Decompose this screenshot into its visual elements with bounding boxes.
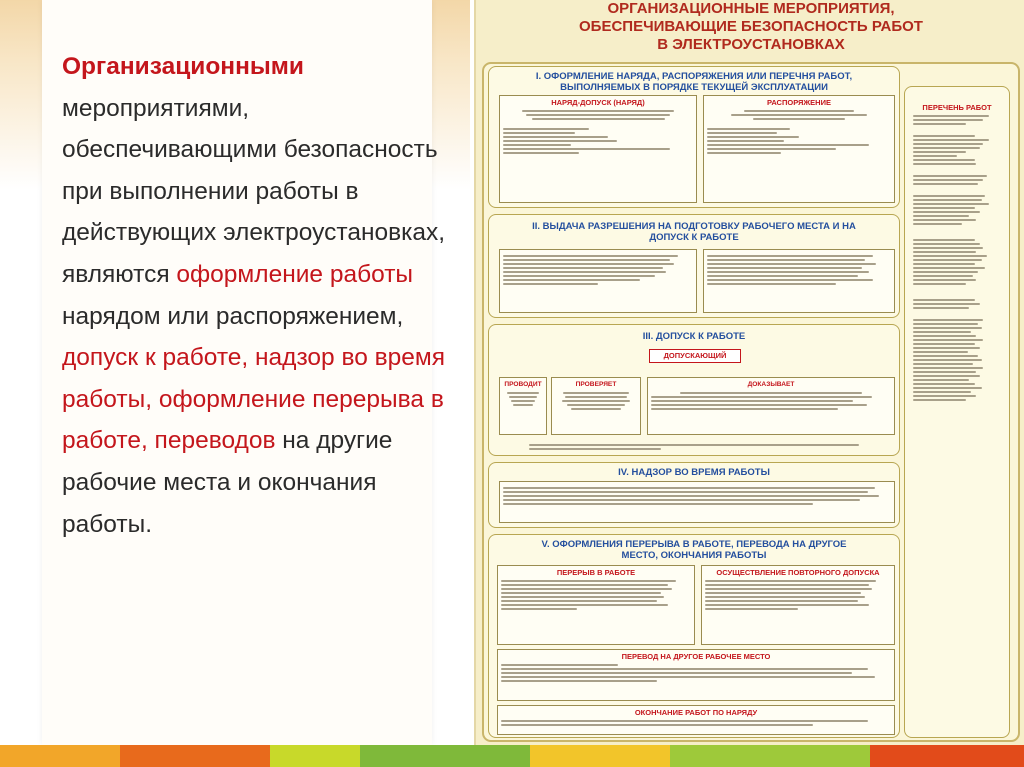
section-2-box-left	[499, 249, 697, 313]
section-5-box-transfer	[497, 649, 895, 701]
box-heading: НАРЯД-ДОПУСК (НАРЯД)	[551, 98, 645, 107]
section-5-box-readmission	[701, 565, 895, 645]
text-lines	[503, 110, 693, 154]
text-lines	[707, 255, 891, 285]
text-lines	[503, 255, 693, 285]
bar-segment	[0, 745, 120, 767]
box-heading: РАСПОРЯЖЕНИЕ	[766, 98, 831, 107]
admitting-person-tag: ДОПУСКАЮЩИЙ	[649, 349, 741, 363]
section-3-box-proves	[647, 377, 895, 435]
section-1-box-instruction	[703, 95, 895, 203]
section-5	[488, 534, 900, 738]
text-lines	[529, 444, 859, 450]
bottom-color-bar	[0, 745, 1024, 767]
text-lines	[503, 487, 891, 505]
section-1-box-order	[499, 95, 697, 203]
section-4	[488, 462, 900, 528]
text-lines	[651, 392, 891, 410]
bar-segment	[670, 745, 870, 767]
section-1-title: I. ОФОРМЛЕНИЕ НАРЯДА, РАСПОРЯЖЕНИЯ ИЛИ ПЕРЕЧНЯ РАБОТ, ВЫПОЛНЯЕМЫХ В ПОРЯДКЕ ТЕКУЩЕЙ ЭКСПЛУАТАЦИИ	[535, 71, 853, 93]
bar-segment	[530, 745, 670, 767]
text-lines	[905, 115, 1009, 401]
section-3-title: III. ДОПУСК К РАБОТЕ	[642, 331, 746, 342]
bar-segment	[870, 745, 1024, 767]
box-heading: ПРОВОДИТ	[504, 381, 542, 388]
text-segment: нарядом или распоряжением,	[62, 302, 404, 330]
text-lines	[555, 392, 637, 410]
text-segment: оформление работы	[176, 260, 414, 288]
bar-segment	[270, 745, 360, 767]
poster-title-line: ОРГАНИЗАЦИОННЫЕ МЕРОПРИЯТИЯ,	[607, 0, 895, 17]
box-heading: ОКОНЧАНИЕ РАБОТ ПО НАРЯДУ	[634, 708, 758, 717]
text-segment: мероприятиями, обеспечивающими безопасность при выполнении работы в действующих электроустановках, являются	[62, 94, 446, 288]
section-1	[488, 66, 900, 208]
section-2-box-right	[703, 249, 895, 313]
box-heading: ОСУЩЕСТВЛЕНИЕ ПОВТОРНОГО ДОПУСКА	[716, 568, 880, 577]
main-text	[62, 46, 462, 545]
box-heading: ДОКАЗЫВАЕТ	[747, 381, 795, 388]
section-2-title: II. ВЫДАЧА РАЗРЕШЕНИЯ НА ПОДГОТОВКУ РАБОЧЕГО МЕСТА И НА ДОПУСК К РАБОТЕ	[532, 221, 856, 243]
box-heading: ПРОВЕРЯЕТ	[575, 381, 617, 388]
safety-poster	[474, 0, 1024, 745]
section-5-box-break	[497, 565, 695, 645]
poster-title-line: В ЭЛЕКТРОУСТАНОВКАХ	[657, 36, 845, 53]
bar-segment	[120, 745, 270, 767]
text-lines	[501, 664, 891, 682]
section-3	[488, 324, 900, 456]
text-segment: на другие рабочие места и окончания работы.	[62, 427, 393, 538]
section-5-title: V. ОФОРМЛЕНИЯ ПЕРЕРЫВА В РАБОТЕ, ПЕРЕВОДА НА ДРУГОЕ МЕСТО, ОКОНЧАНИЯ РАБОТЫ	[541, 539, 847, 561]
text-lines	[501, 580, 691, 610]
text-segment: Организационными	[62, 53, 304, 80]
section-2	[488, 214, 900, 318]
work-list-heading: ПЕРЕЧЕНЬ РАБОТ	[922, 103, 992, 112]
section-4-box	[499, 481, 895, 523]
box-heading: ПЕРЕРЫВ В РАБОТЕ	[556, 568, 636, 577]
poster-title	[476, 0, 1024, 54]
box-heading: ПЕРЕВОД НА ДРУГОЕ РАБОЧЕЕ МЕСТО	[621, 652, 771, 661]
text-segment: допуск к работе, надзор во время работы, оформление перерыва в работе, переводов	[62, 344, 446, 455]
poster-title-line: ОБЕСПЕЧИВАЮЩИЕ БЕЗОПАСНОСТЬ РАБОТ	[579, 18, 923, 35]
work-list-column	[904, 86, 1010, 738]
text-lines	[707, 110, 891, 154]
text-lines	[705, 580, 891, 610]
text-lines	[503, 392, 543, 406]
section-5-box-completion	[497, 705, 895, 735]
section-3-box-checks	[551, 377, 641, 435]
section-3-box-conducts	[499, 377, 547, 435]
text-lines	[501, 720, 891, 726]
bar-segment	[360, 745, 530, 767]
section-4-title: IV. НАДЗОР ВО ВРЕМЯ РАБОТЫ	[618, 467, 770, 478]
